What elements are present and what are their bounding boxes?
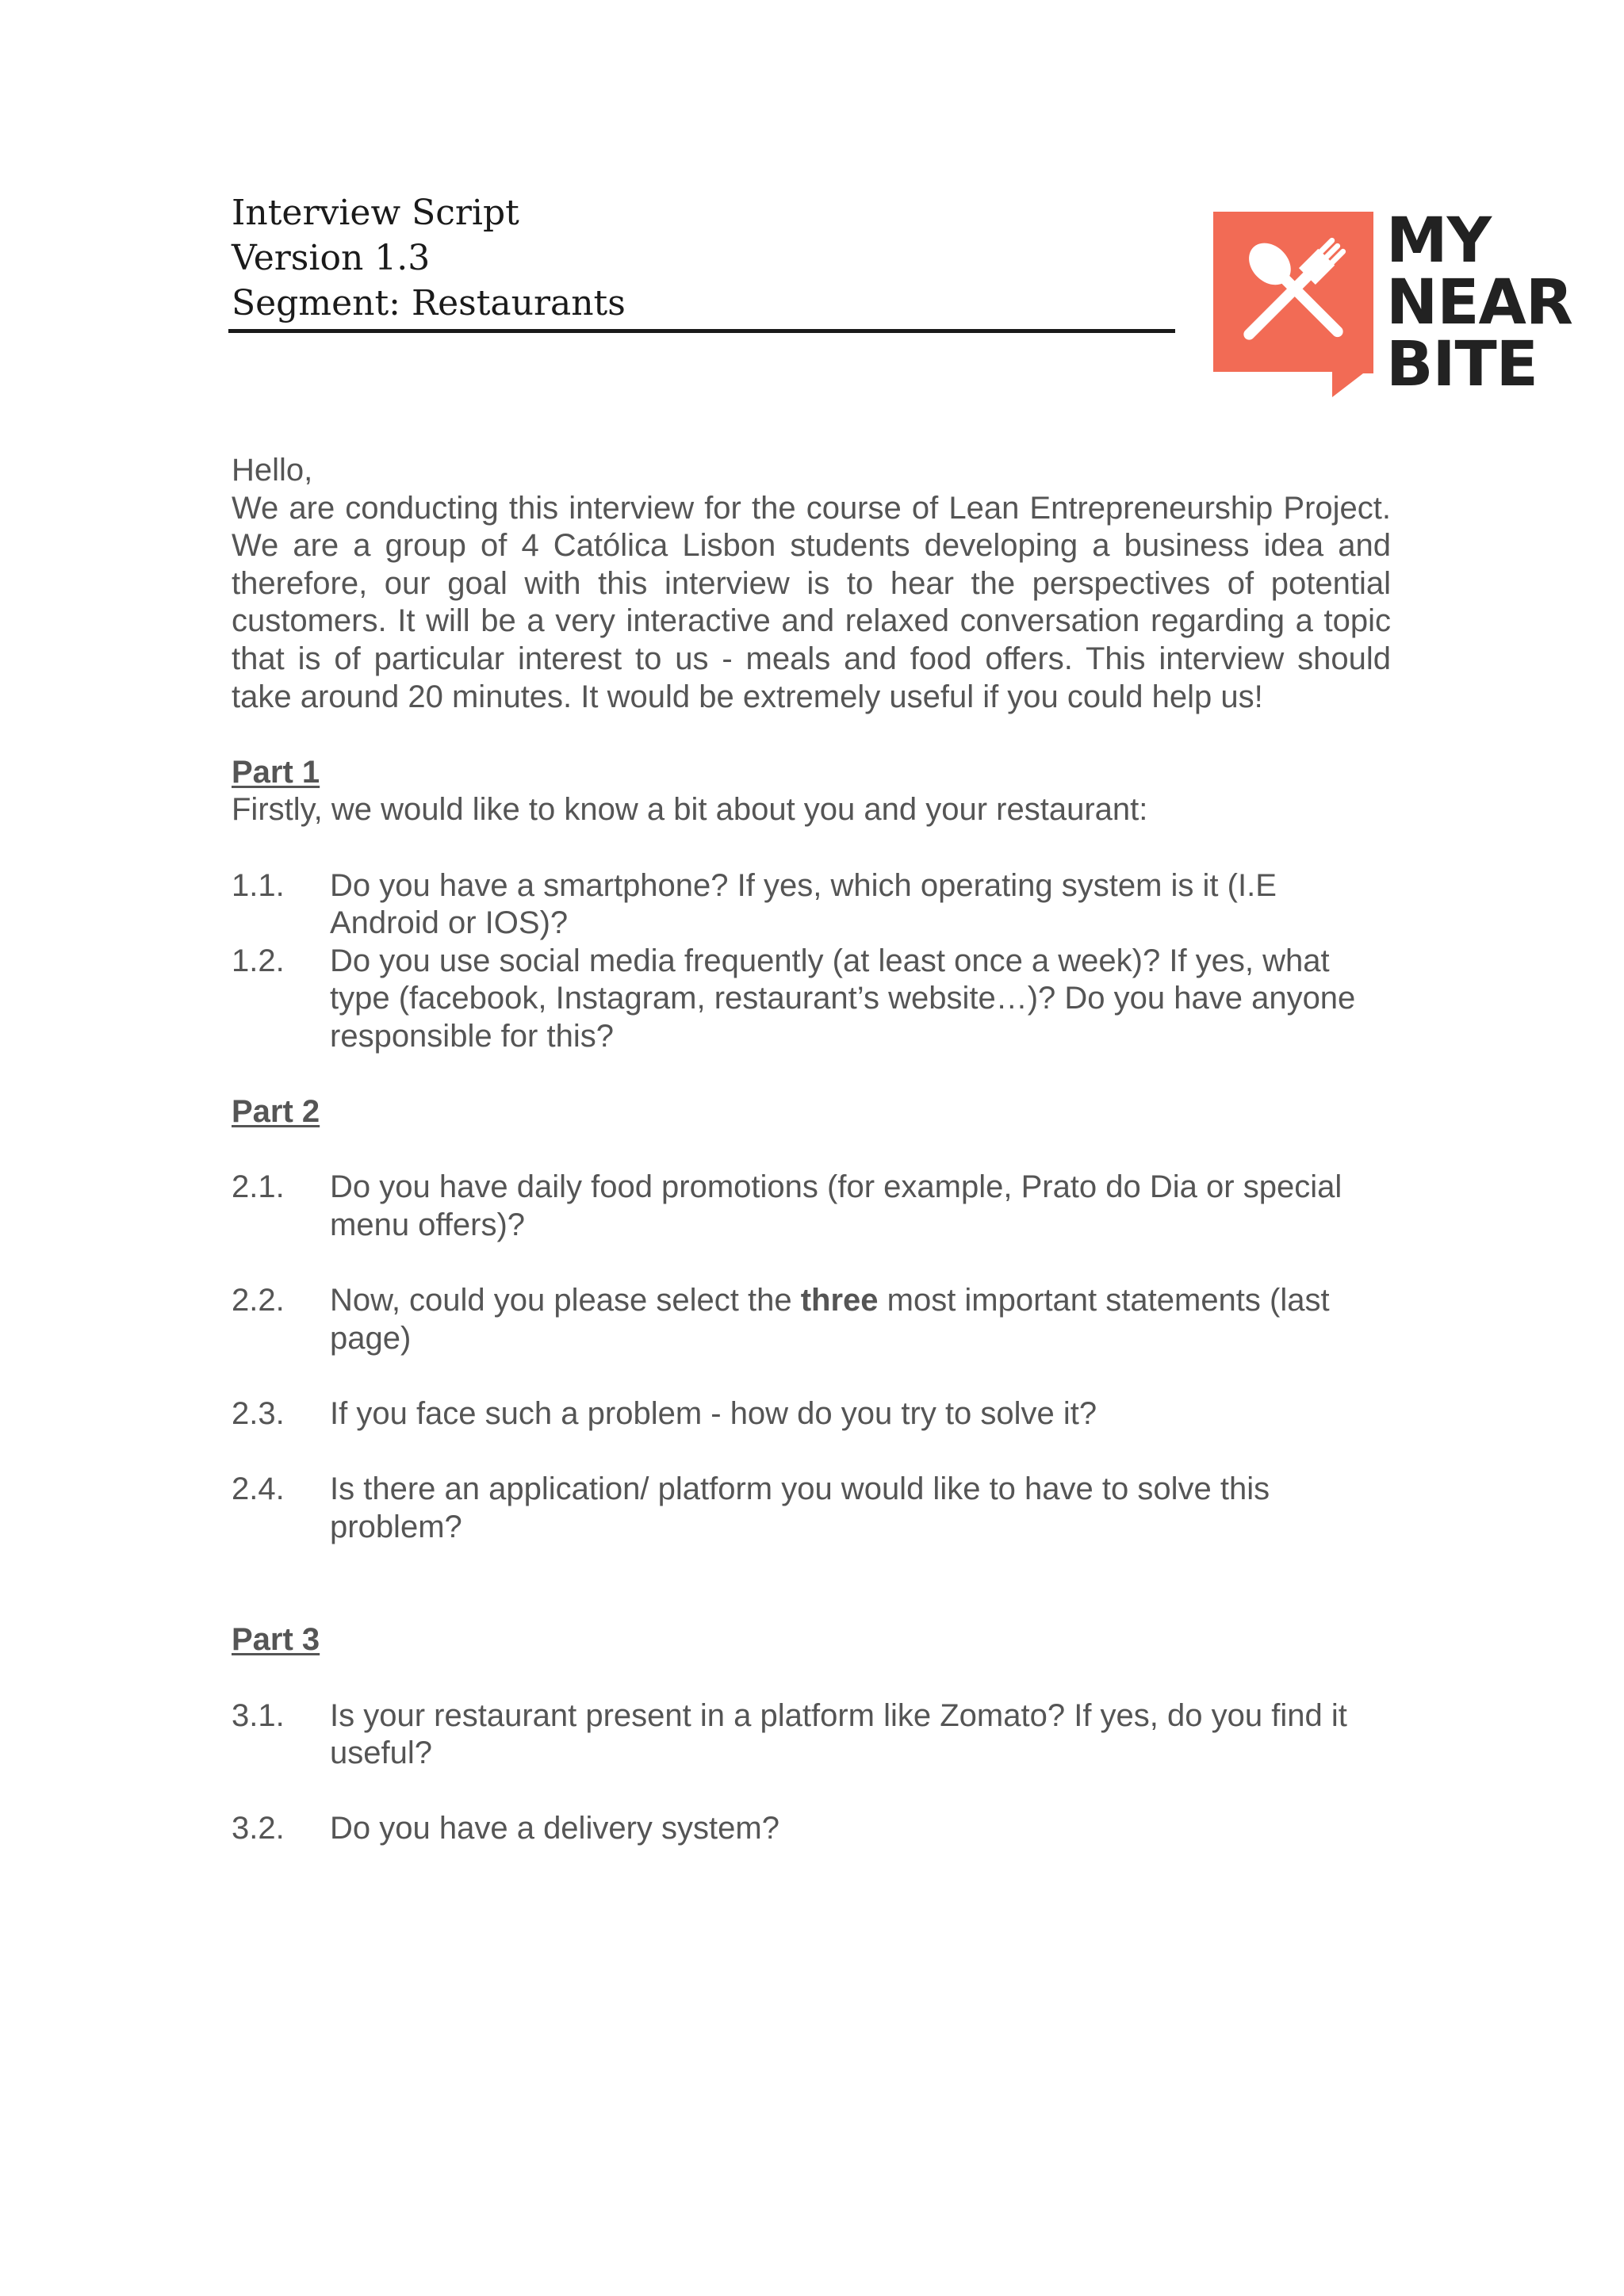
- part-1-lead: Firstly, we would like to know a bit about you and your restaurant:: [232, 792, 1148, 828]
- part-3-title: Part 3: [232, 1622, 320, 1658]
- question-text: Is your restaurant present in a platform like Zomato? If yes, do you find it useful?: [330, 1697, 1347, 1771]
- question-number: 1.2.: [232, 943, 285, 978]
- document-version: Version 1.3: [232, 238, 431, 278]
- greeting: Hello,: [232, 453, 313, 488]
- question-2-4: [232, 1471, 1391, 1546]
- document-segment: Segment: Restaurants: [232, 283, 626, 323]
- question-text: Do you have a smartphone? If yes, which operating system is it (I.E Android or IOS)?: [330, 867, 1277, 941]
- question-text: Do you have a delivery system?: [330, 1811, 779, 1846]
- question-1-2: [232, 943, 1391, 1056]
- document-title: Interview Script: [232, 193, 519, 233]
- question-number: 2.2.: [232, 1283, 285, 1318]
- document-header: [232, 190, 1175, 326]
- part-2-title: Part 2: [232, 1094, 320, 1130]
- header-rule: [228, 329, 1175, 333]
- question-2-3: [232, 1395, 1391, 1433]
- fork-and-spoon-icon: [1224, 221, 1362, 359]
- question-2-1: [232, 1169, 1391, 1244]
- logo-word-my: MY: [1386, 205, 1492, 277]
- logo-wordmark: [1386, 205, 1572, 400]
- part-1-title: Part 1: [232, 754, 320, 790]
- question-text-after: most important statements (last page): [330, 1283, 1330, 1356]
- document-body: [232, 452, 1391, 1848]
- my-near-bite-logo: [1213, 205, 1572, 400]
- question-text: Do you have daily food promotions (for example, Prato do Dia or special menu offers)?: [330, 1169, 1342, 1242]
- logo-word-bite: BITE: [1386, 329, 1538, 400]
- question-2-2: [232, 1282, 1391, 1357]
- question-number: 1.1.: [232, 867, 285, 903]
- question-text: Is there an application/ platform you would like to have to solve this problem?: [330, 1471, 1270, 1544]
- question-1-1: [232, 867, 1391, 943]
- intro-paragraph: We are conducting this interview for the course of Lean Entrepreneurship Project. We are a group of 4 Católica Lisbon students developing a business idea and therefore, our goal with this interview is to hear the perspectives of potential customers. It will be a very interactive and relaxed conversation regarding a topic that is of particular interest to us - meals and food offers. This interview should take around 20 minutes. It would be extremely useful if you could help us!: [232, 490, 1391, 714]
- question-number: 2.1.: [232, 1169, 285, 1205]
- question-text-emphasis: three: [800, 1283, 879, 1318]
- question-number: 2.4.: [232, 1471, 285, 1507]
- logo-badge-tail: [1332, 365, 1373, 397]
- question-number: 3.2.: [232, 1811, 285, 1846]
- question-3-1: [232, 1697, 1391, 1773]
- question-text-before: Now, could you please select the: [330, 1283, 801, 1318]
- question-number: 2.3.: [232, 1395, 285, 1431]
- question-number: 3.1.: [232, 1697, 285, 1733]
- question-text: If you face such a problem - how do you try to solve it?: [330, 1395, 1097, 1431]
- question-text: Do you use social media frequently (at least once a week)? If yes, what type (facebook, Instagram, restaurant’s website…)? Do you have anyone responsible for this?: [330, 943, 1356, 1054]
- question-3-2: [232, 1810, 1391, 1848]
- logo-word-near: NEAR: [1386, 267, 1572, 339]
- question-text: [330, 1282, 1391, 1357]
